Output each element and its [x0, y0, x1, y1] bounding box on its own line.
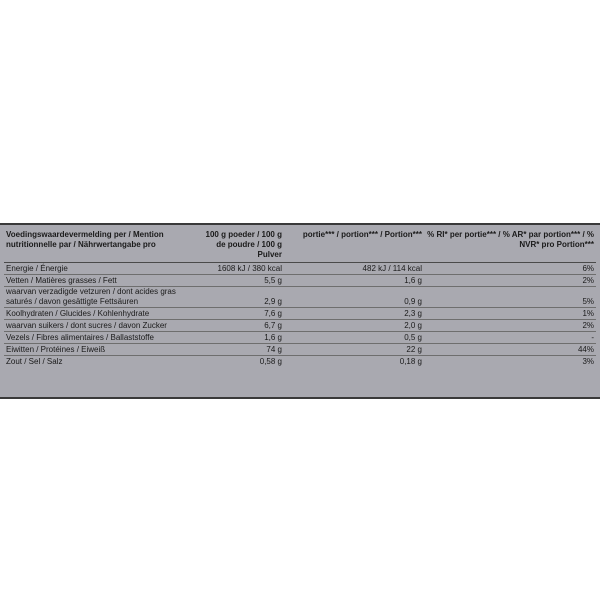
per-100g-value: 1,6 g	[194, 332, 284, 344]
per-100g-value: 7,6 g	[194, 308, 284, 320]
ri-value: -	[424, 332, 596, 344]
per-100g-value: 2,9 g	[194, 287, 284, 308]
portion-value: 2,3 g	[284, 308, 424, 320]
per-100g-value: 6,7 g	[194, 320, 284, 332]
portion-value: 22 g	[284, 344, 424, 356]
ri-value: 1%	[424, 308, 596, 320]
nutrient-name: waarvan suikers / dont sucres / davon Zucker	[4, 320, 194, 332]
nutrient-name: Zout / Sel / Salz	[6, 357, 63, 366]
nutrient-name: Eiwitten / Protéines / Eiweiß	[4, 344, 194, 356]
portion-value: 2,0 g	[284, 320, 424, 332]
nutrient-name: Energie / Énergie	[4, 263, 194, 275]
ri-value: 44%	[424, 344, 596, 356]
nutrient-name: Vezels / Fibres alimentaires / Ballaststoffe	[4, 332, 194, 344]
table-row	[4, 332, 596, 344]
ri-value: 3%	[582, 357, 594, 366]
portion-value: 1,6 g	[284, 275, 424, 287]
ri-value: 5%	[424, 287, 596, 308]
nutrient-name: waarvan verzadigde vetzuren / dont acides gras saturés / davon gesättigte Fettsäuren	[4, 287, 194, 308]
table-row	[4, 344, 596, 356]
nutrient-name: Vetten / Matières grasses / Fett	[4, 275, 194, 287]
table-row	[4, 287, 596, 308]
portion-value: 0,18 g	[399, 357, 422, 366]
portion-value: 482 kJ / 114 kcal	[284, 263, 424, 275]
portion-value: 0,5 g	[284, 332, 424, 344]
ri-value: 2%	[424, 275, 596, 287]
nutrient-name: Koolhydraten / Glucides / Kohlenhydrate	[4, 308, 194, 320]
ri-value: 6%	[424, 263, 596, 275]
table-header-row	[4, 229, 596, 263]
table-row	[4, 308, 596, 320]
per-100g-value: 5,5 g	[194, 275, 284, 287]
portion-value: 0,9 g	[284, 287, 424, 308]
ri-value: 2%	[424, 320, 596, 332]
per-100g-value: 1608 kJ / 380 kcal	[194, 263, 284, 275]
per-100g-value: 0,58 g	[259, 357, 282, 366]
table-row	[4, 356, 596, 368]
header-per-100g: 100 g poeder / 100 g de poudre / 100 g Pulver	[194, 229, 284, 263]
table-row	[4, 320, 596, 332]
nutrition-panel	[0, 223, 600, 399]
per-100g-value: 74 g	[194, 344, 284, 356]
header-reference-intake: % RI* per portie*** / % AR* par portion*** / % NVR* pro Portion***	[424, 229, 596, 263]
table-row	[4, 263, 596, 275]
header-portion: portie*** / portion*** / Portion***	[284, 229, 424, 263]
table-row	[4, 275, 596, 287]
header-nutrient: Voedingswaardevermelding per / Mention nutritionnelle par / Nährwertangabe pro	[4, 229, 194, 263]
nutrition-table	[4, 229, 596, 367]
